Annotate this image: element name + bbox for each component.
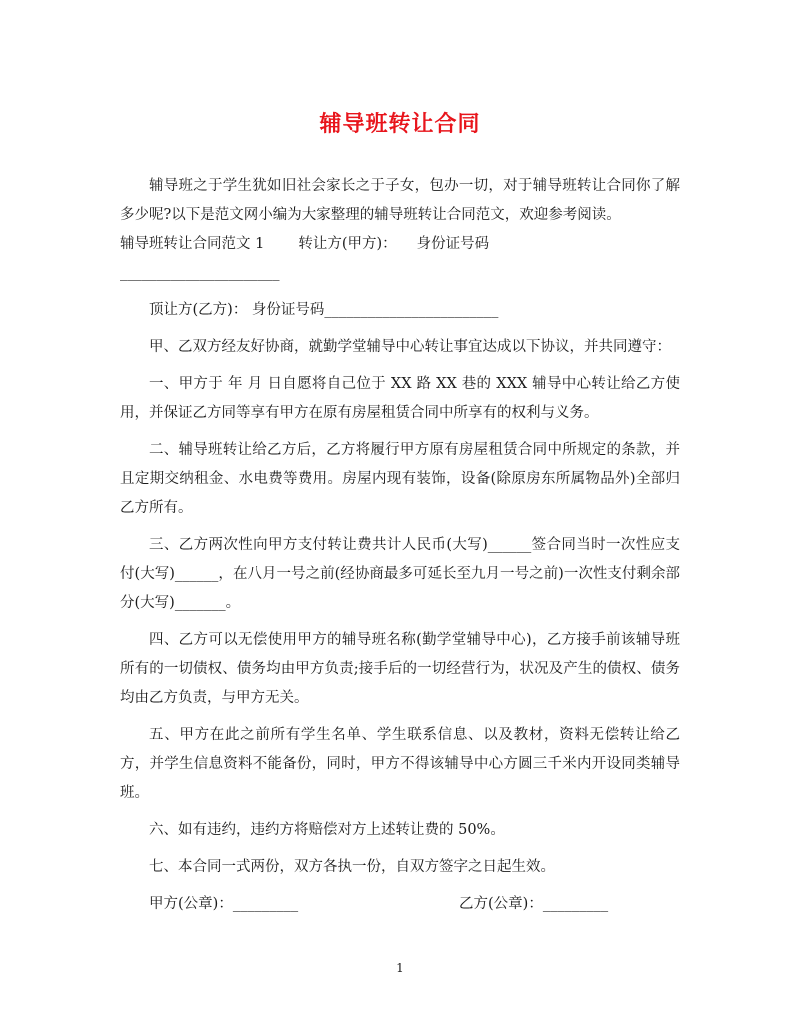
clause-4: 四、乙方可以无偿使用甲方的辅导班名称(勤学堂辅导中心)，乙方接手前该辅导班所有的一切债权、债务均由甲方负责;接手后的一切经营行为，状况及产生的债权、债务均由乙方负责，与甲方无关。: [120, 632, 680, 706]
intro-paragraph: 辅导班之于学生犹如旧社会家长之于子女，包办一切，对于辅导班转让合同你了解多少呢?以下是范文网小编为大家整理的辅导班转让合同范文，欢迎参考阅读。: [120, 178, 680, 223]
party-a-id-blank: ______________________: [120, 265, 280, 281]
sample-heading-row: [120, 230, 680, 259]
page-number: 1: [396, 961, 404, 975]
document-title: 辅导班转让合同: [319, 112, 481, 137]
clause-7: 七、本合同一式两份，双方各执一份，自双方签字之日起生效。: [149, 859, 555, 875]
signature-row: [120, 890, 680, 919]
clause-1: 一、甲方于 年 月 日自愿将自己位于 XX 路 XX 巷的 XXX 辅导中心转让给乙方使用，并保证乙方同等享有甲方在原有房屋租赁合同中所享有的权利与义务。: [120, 376, 680, 421]
party-b-seal: 乙方(公章)：_________: [459, 896, 609, 912]
document-body: [120, 172, 680, 919]
sample-heading: 辅导班转让合同范文 1: [120, 236, 265, 252]
clause-3: 三、乙方两次性向甲方支付转让费共计人民币(大写)______签合同当时一次性应支付(大写)______，在八月一号之前(经协商最多可延长至九月一号之前)一次性支付剩余部分(大写)_______。: [120, 537, 680, 611]
clause-2: 二、辅导班转让给乙方后，乙方将履行甲方原有房屋租赁合同中所规定的条款，并且定期交纳租金、水电费等费用。房屋内现有装饰，设备(除原房东所属物品外)全部归乙方所有。: [120, 442, 680, 516]
party-a-id-label: 身份证号码: [416, 236, 490, 252]
party-a-label: 转让方(甲方)：: [298, 236, 397, 252]
clause-6: 六、如有违约，违约方将赔偿对方上述转让费的 50%。: [149, 822, 505, 838]
party-a-seal: 甲方(公章)：_________: [149, 896, 299, 912]
clause-5: 五、甲方在此之前所有学生名单、学生联系信息、以及教材，资料无偿转让给乙方，并学生信息资料不能备份，同时，甲方不得该辅导中心方圆三千米内开设同类辅导班。: [120, 727, 680, 801]
party-b-line: 顶让方(乙方)： 身份证号码________________________: [149, 302, 499, 318]
agreement-paragraph: 甲、乙双方经友好协商，就勤学堂辅导中心转让事宜达成以下协议，并共同遵守：: [149, 339, 671, 355]
